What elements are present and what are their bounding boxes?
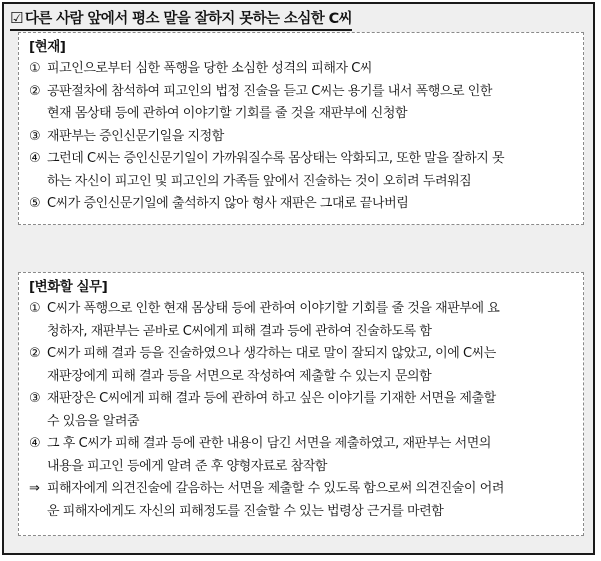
item-text-line: 그런데 C씨는 증인신문기일이 가까워질수록 몸상태는 악화되고, 또한 말을 잘하지 못 bbox=[47, 151, 505, 166]
item-text-line: 그 후 C씨가 피해 결과 등에 관한 내용이 담긴 서면을 제출하였고, 재판부는 서면의 bbox=[47, 436, 491, 451]
item-marker: ⑤ bbox=[29, 196, 41, 211]
item-marker: ① bbox=[29, 61, 41, 76]
item-text-line: 운 피해자에게도 자신의 피해정도를 진술할 수 있는 법령상 근거를 마련함 bbox=[47, 503, 444, 519]
section-heading bbox=[10, 9, 352, 31]
item-text-line: 하는 자신이 피고인 및 피고인의 가족들 앞에서 진술하는 것이 오히려 두려워짐 bbox=[47, 173, 472, 189]
item-marker: ⇒ bbox=[29, 481, 40, 496]
list-item bbox=[29, 81, 577, 126]
list-item bbox=[29, 148, 577, 193]
item-marker: ① bbox=[29, 301, 41, 316]
item-marker: ② bbox=[29, 83, 41, 99]
list-item bbox=[29, 343, 577, 388]
item-marker: ② bbox=[29, 346, 41, 361]
item-text-line: C씨가 폭행으로 인한 현재 몸상태 등에 관하여 이야기할 기회를 줄 것을 재판부에 요 bbox=[47, 301, 500, 316]
list-item bbox=[29, 478, 577, 523]
list-item bbox=[29, 433, 577, 478]
changed-list bbox=[29, 298, 577, 523]
current-situation-box bbox=[18, 32, 584, 225]
item-text-line: 내용을 피고인 등에게 알려 준 후 양형자료로 참작함 bbox=[47, 458, 328, 474]
heading-title: 다른 사람 앞에서 평소 말을 잘하지 못하는 소심한 C씨 bbox=[24, 11, 353, 27]
changed-title: [변화할 실무] bbox=[29, 279, 108, 295]
document-frame bbox=[2, 2, 595, 555]
item-text-line: 재판부는 증인신문기일을 지정함 bbox=[47, 128, 224, 144]
item-text-line: 피해자에게 의견진술에 갈음하는 서면을 제출할 수 있도록 함으로써 의견진술이 어려 bbox=[47, 481, 504, 496]
item-text-line: 공판절차에 참석하여 피고인의 법정 진술을 듣고 C씨는 용기를 내서 폭행으로 인한 bbox=[47, 83, 493, 99]
item-marker: ③ bbox=[29, 128, 41, 144]
item-text-line: C씨가 증인신문기일에 출석하지 않아 형사 재판은 그대로 끝나버림 bbox=[47, 196, 409, 211]
item-text-line: C씨가 피해 결과 등을 진술하였으나 생각하는 대로 말이 잘되지 않았고, 이에 C씨는 bbox=[47, 346, 496, 361]
list-item bbox=[29, 193, 577, 216]
item-text-line: 수 있음을 알려줌 bbox=[47, 413, 140, 429]
item-text-line: 청하자, 재판부는 곧바로 C씨에게 피해 결과 등에 관하여 진술하도록 함 bbox=[47, 323, 432, 339]
item-marker: ③ bbox=[29, 391, 41, 406]
item-text-line: 재판장에게 피해 결과 등을 서면으로 작성하여 제출할 수 있는지 문의함 bbox=[47, 368, 432, 384]
current-title: [현재] bbox=[29, 39, 66, 55]
item-text-line: 피고인으로부터 심한 폭행을 당한 소심한 성격의 피해자 C씨 bbox=[47, 61, 372, 76]
checkbox-icon: ☑ bbox=[10, 9, 23, 27]
current-list bbox=[29, 58, 577, 216]
list-item bbox=[29, 298, 577, 343]
list-item bbox=[29, 126, 577, 149]
list-item bbox=[29, 58, 577, 81]
changed-practice-box bbox=[18, 272, 584, 536]
list-item bbox=[29, 388, 577, 433]
item-marker: ④ bbox=[29, 436, 41, 451]
item-marker: ④ bbox=[29, 151, 41, 166]
item-text-line: 현재 몸상태 등에 관하여 이야기할 기회를 줄 것을 재판부에 신청함 bbox=[47, 106, 408, 121]
item-text-line: 재판장은 C씨에게 피해 결과 등에 관하여 하고 싶은 이야기를 기재한 서면을 제출할 bbox=[47, 391, 496, 406]
